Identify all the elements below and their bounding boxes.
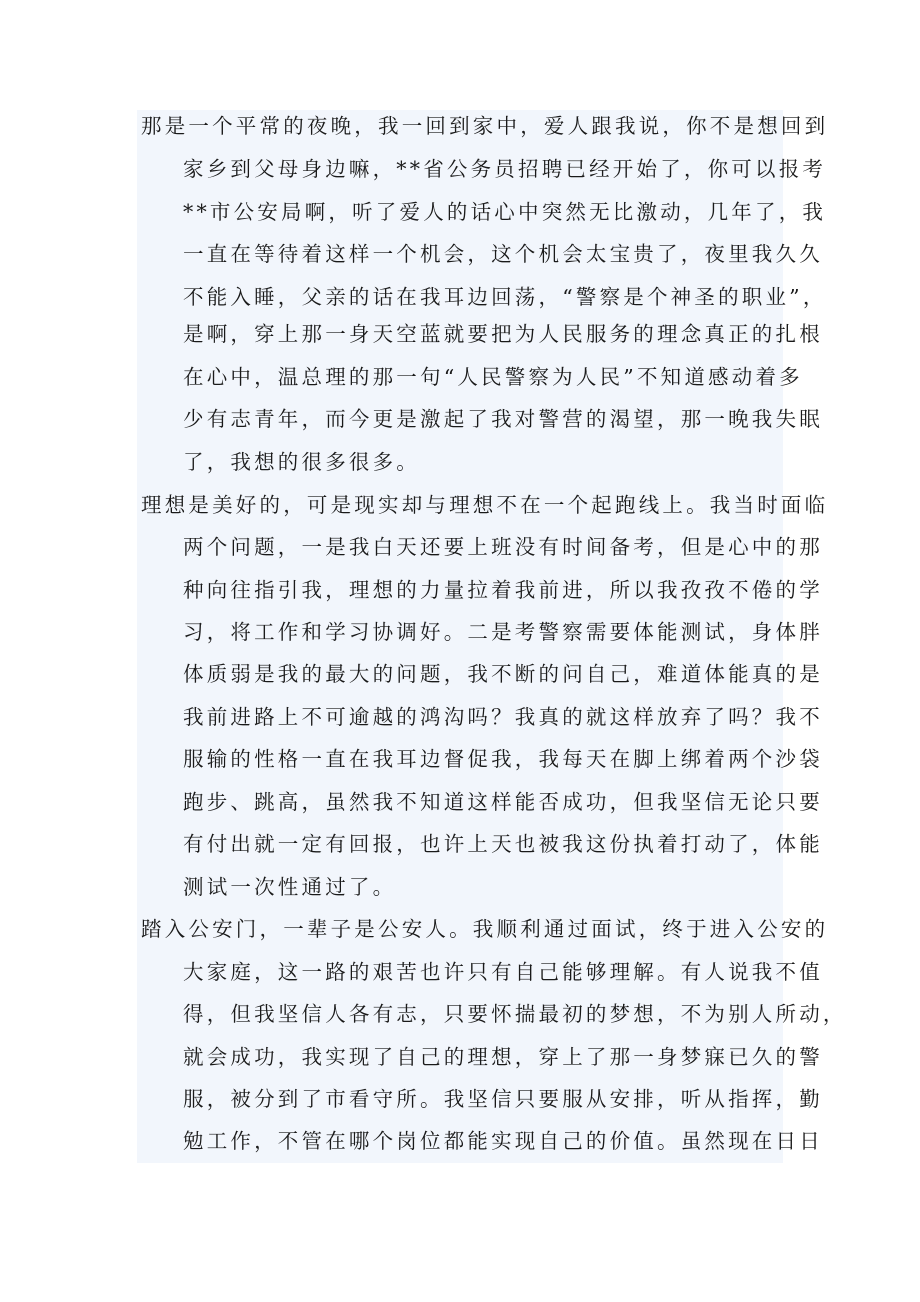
- paragraph-2-line-2: 两个问题，一是我白天还要上班没有时间备考，但是心中的那: [183, 535, 823, 559]
- paragraph-3-line-6: 勉工作，不管在哪个岗位都能实现自己的价值。虽然现在日日: [183, 1129, 823, 1153]
- paragraph-1-line-9: 了，我想的很多很多。: [183, 450, 420, 474]
- document-text-block: [137, 110, 847, 1163]
- paragraph-2-line-8: 跑步、跳高，虽然我不知道这样能否成功，但我坚信无论只要: [183, 790, 823, 814]
- paragraph-3-line-2: 大家庭，这一路的艰苦也许只有自己能够理解。有人说我不值: [183, 960, 823, 984]
- paragraph-1-line-7: 在心中，温总理的那一句“人民警察为人民”不知道感动着多: [183, 365, 803, 389]
- paragraph-1-line-4: 一直在等待着这样一个机会，这个机会太宝贵了，夜里我久久: [183, 242, 823, 266]
- paragraph-1-line-8: 少有志青年，而今更是激起了我对警营的渴望，那一晚我失眠: [183, 407, 823, 431]
- paragraph-3-line-4: 就会成功，我实现了自己的理想，穿上了那一身梦寐已久的警: [183, 1045, 823, 1069]
- paragraph-2-line-3: 种向往指引我，理想的力量拉着我前进，所以我孜孜不倦的学: [183, 578, 823, 602]
- paragraph-1-line-5: 不能入睡，父亲的话在我耳边回荡，“警察是个神圣的职业”，: [183, 285, 827, 309]
- paragraph-1-line-3: **市公安局啊，听了爱人的话心中突然无比激动，几年了，我: [183, 200, 827, 224]
- paragraph-2-line-6: 我前进路上不可逾越的鸿沟吗？我真的就这样放弃了吗？我不: [183, 705, 823, 729]
- paragraph-3-line-3: 得，但我坚信人各有志，只要怀揣最初的梦想，不为别人所动，: [183, 1002, 847, 1026]
- paragraph-3-line-5: 服，被分到了市看守所。我坚信只要服从安排，听从指挥，勤: [183, 1087, 823, 1111]
- paragraph-2-line-7: 服输的性格一直在我耳边督促我，我每天在脚上绑着两个沙袋: [183, 747, 823, 771]
- paragraph-2-line-1: 理想是美好的，可是现实却与理想不在一个起跑线上。我当时面临: [141, 493, 829, 517]
- paragraph-1-line-6: 是啊，穿上那一身天空蓝就要把为人民服务的理念真正的扎根: [183, 322, 823, 346]
- paragraph-3-line-1: 踏入公安门，一辈子是公安人。我顺利通过面试，终于进入公安的: [141, 917, 829, 941]
- paragraph-2-line-10: 测试一次性通过了。: [183, 875, 397, 899]
- paragraph-2-line-5: 体质弱是我的最大的问题，我不断的问自己，难道体能真的是: [183, 662, 823, 686]
- paragraph-1-line-2: 家乡到父母身边嘛，**省公务员招聘已经开始了，你可以报考: [183, 157, 827, 181]
- paragraph-2-line-4: 习，将工作和学习协调好。二是考警察需要体能测试，身体胖: [183, 620, 823, 644]
- paragraph-1-line-1: 那是一个平常的夜晚，我一回到家中，爱人跟我说，你不是想回到: [141, 114, 829, 138]
- paragraph-2-line-9: 有付出就一定有回报，也许上天也被我这份执着打动了，体能: [183, 832, 823, 856]
